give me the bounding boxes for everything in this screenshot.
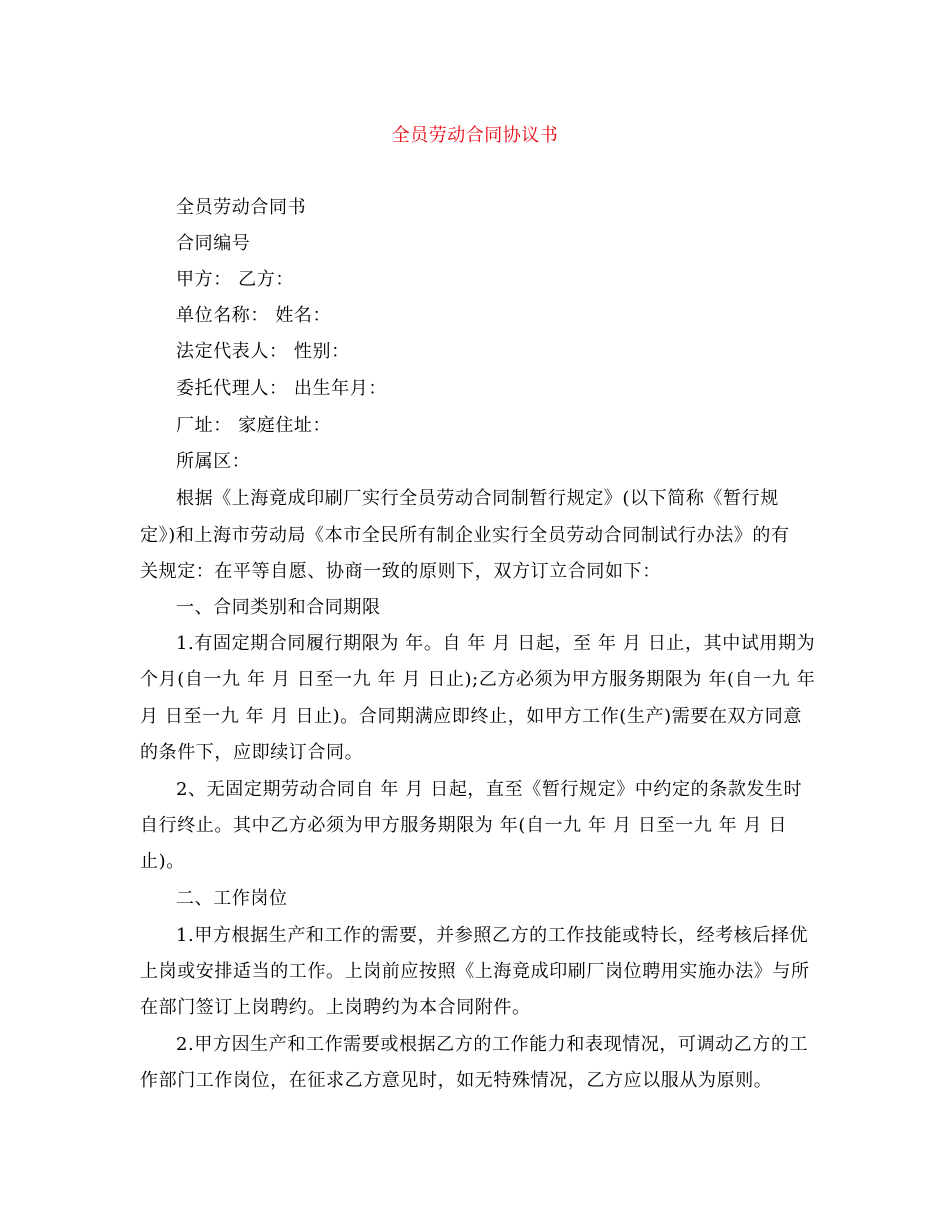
paragraph-line: 1.甲方根据生产和工作的需要，并参照乙方的工作技能或特长，经考核后择优 (176, 925, 809, 946)
paragraph-line: 在部门签订上岗聘约。上岗聘约为本合同附件。 (140, 997, 531, 1018)
party-labels: 甲方： 乙方： (176, 269, 294, 290)
paragraph-line: 1.有固定期合同履行期限为 年。自 年 月 日起，至 年 月 日止，其中试用期为 (176, 633, 816, 654)
agent-label: 委托代理人： 出生年月： (176, 378, 387, 399)
district-label: 所属区： (176, 451, 251, 472)
paragraph-line: 2.甲方因生产和工作需要或根据乙方的工作能力和表现情况，可调动乙方的工 (176, 1034, 809, 1055)
paragraph-line: 月 日至一九 年 月 日止)。合同期满应即终止，如甲方工作(生产)需要在双方同意 (140, 706, 802, 727)
paragraph-line: 个月(自一九 年 月 日至一九 年 月 日止);乙方必须为甲方服务期限为 年(自一九 年 (140, 669, 816, 690)
unit-name-label: 单位名称： 姓名： (176, 305, 332, 326)
paragraph-line: 2、无固定期劳动合同自 年 月 日起，直至《暂行规定》中约定的条款发生时 (176, 779, 803, 800)
legal-rep-label: 法定代表人： 性别： (176, 341, 350, 362)
paragraph-line: 根据《上海竟成印刷厂实行全员劳动合同制暂行规定》(以下简称《暂行规 (176, 488, 779, 509)
contract-heading: 全员劳动合同书 (176, 197, 307, 218)
paragraph-line: 作部门工作岗位，在征求乙方意见时，如无特殊情况，乙方应以服从为原则。 (140, 1070, 773, 1091)
paragraph-line: 上岗或安排适当的工作。上岗前应按照《上海竟成印刷厂岗位聘用实施办法》与所 (140, 961, 810, 982)
section-heading: 一、合同类别和合同期限 (176, 597, 381, 618)
contract-number-label: 合同编号 (176, 233, 251, 254)
paragraph-line: 的条件下，应即续订合同。 (140, 742, 364, 763)
paragraph-line: 自行终止。其中乙方必须为甲方服务期限为 年(自一九 年 月 日至一九 年 月 日 (140, 815, 788, 836)
paragraph-line: 止)。 (140, 851, 185, 872)
address-label: 厂址： 家庭住址： (176, 415, 332, 436)
document-title: 全员劳动合同协议书 (391, 125, 559, 146)
section-heading: 二、工作岗位 (176, 888, 288, 909)
paragraph-line: 关规定：在平等自愿、协商一致的原则下，双方订立合同如下： (140, 561, 661, 582)
paragraph-line: 定》)和上海市劳动局《本市全民所有制企业实行全员劳动合同制试行办法》的有 (140, 525, 790, 546)
